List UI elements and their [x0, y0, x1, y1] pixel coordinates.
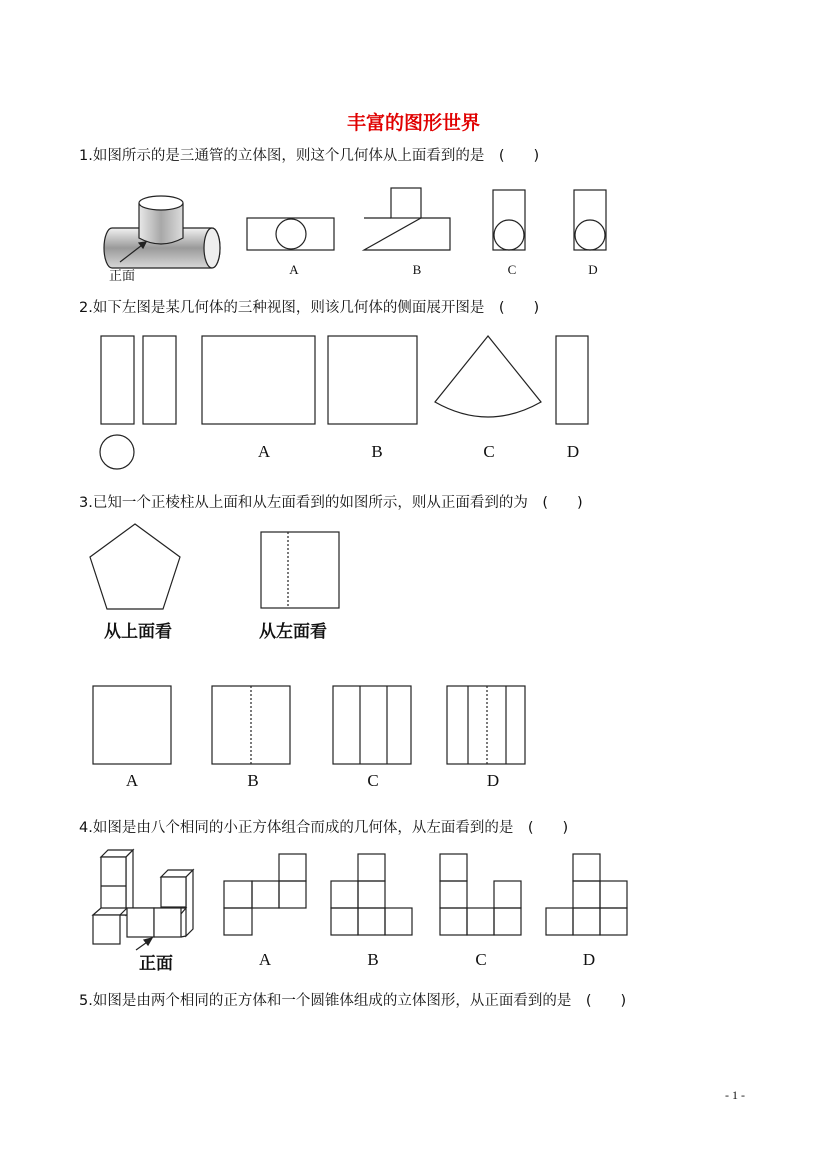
q3-option-c: C	[367, 771, 379, 790]
q4-option-c: C	[475, 950, 487, 969]
q4-front-label: 正面	[139, 954, 173, 974]
q3-option-d: D	[486, 771, 500, 790]
q3-view-left-label: 从左面看	[259, 622, 327, 642]
q2-option-d: D	[566, 442, 580, 461]
page-number: - 1 -	[725, 1088, 745, 1102]
q3-option-a: A	[125, 771, 139, 790]
q1-option-a: A	[289, 262, 299, 277]
q1-option-b: B	[412, 262, 422, 277]
q4-option-a-figure	[224, 854, 306, 935]
question-4-text: 4.如图是由八个相同的小正方体组合而成的几何体，从左面看到的是 ( )	[79, 820, 569, 836]
q4-option-c-figure	[440, 854, 521, 935]
question-3-text: 3.已知一个正棱柱从上面和从左面看到的如图所示，则从正面看到的为 ( )	[79, 495, 583, 511]
q2-option-a: A	[257, 442, 271, 461]
q4-cubes-figure	[93, 850, 193, 950]
q4-option-a: A	[258, 950, 272, 969]
q1-option-c: C	[507, 262, 517, 277]
q4-option-b-figure	[331, 854, 412, 935]
q2-option-c: C	[483, 442, 495, 461]
question-2-text: 2.如下左图是某几何体的三种视图，则该几何体的侧面展开图是 ( )	[79, 300, 540, 316]
q1-pipe-figure	[104, 196, 220, 268]
page-title: 丰富的图形世界	[346, 112, 480, 134]
question-5-text: 5.如图是由两个相同的正方体和一个圆锥体组成的立体图形，从正面看到的是 ( )	[79, 993, 627, 1009]
q4-option-b: B	[367, 950, 379, 969]
q4-option-d: D	[582, 950, 596, 969]
question-1-text: 1.如图所示的是三通管的立体图，则这个几何体从上面看到的是 ( )	[79, 148, 540, 164]
q3-option-b: B	[247, 771, 259, 790]
q3-view-top-label: 从上面看	[104, 622, 172, 642]
q2-option-b: B	[371, 442, 383, 461]
q1-front-label: 正面	[109, 269, 136, 284]
q1-option-d: D	[588, 262, 598, 277]
q4-option-d-figure	[546, 854, 627, 935]
